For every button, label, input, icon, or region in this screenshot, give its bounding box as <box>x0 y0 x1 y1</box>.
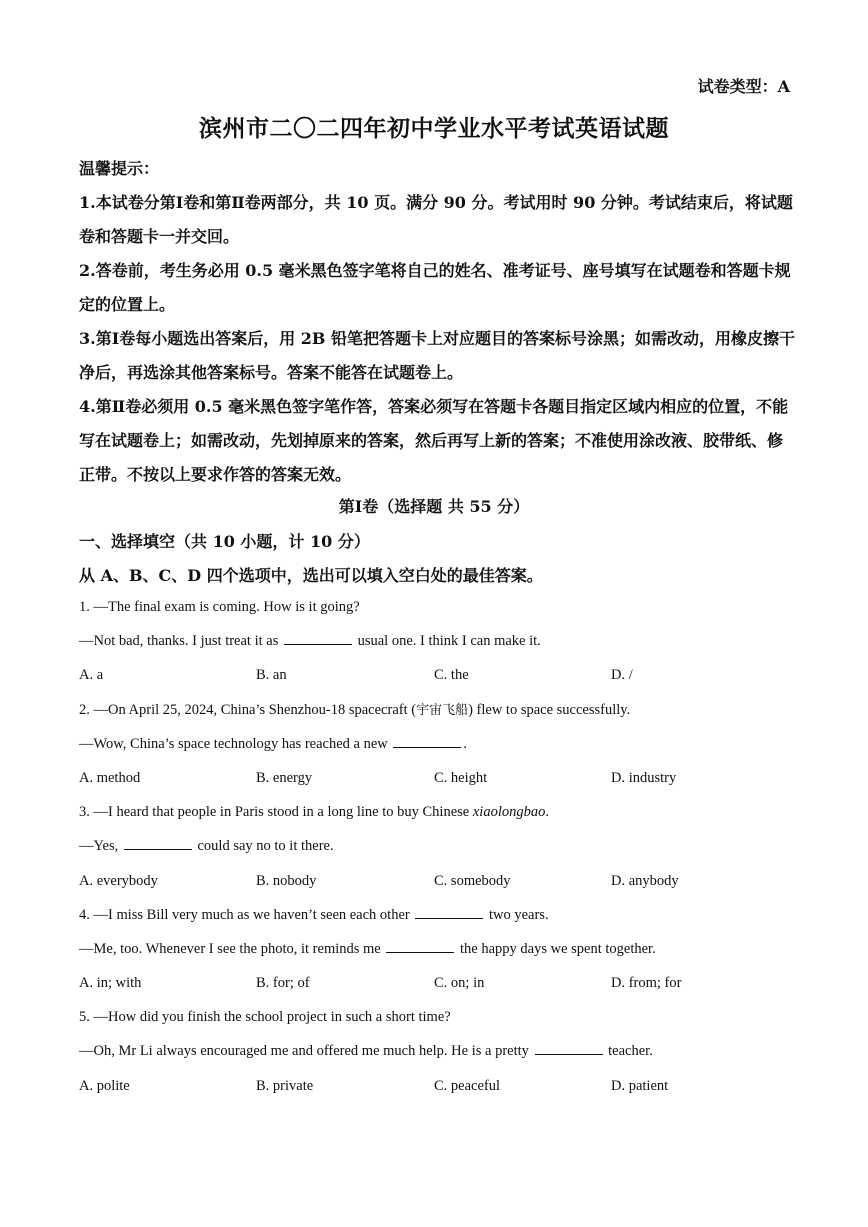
notice-item-2: 2.答卷前，考生务必用 0.5 毫米黑色签字笔将自己的姓名、准考证号、座号填写在试题卷和答题卡规定的位置上。 <box>79 261 791 314</box>
option-c: C. on; in <box>434 975 485 992</box>
answer-blank <box>535 1040 603 1055</box>
answer-blank <box>284 630 352 645</box>
option-d: D. patient <box>611 1077 669 1094</box>
option-b: B. nobody <box>256 872 317 889</box>
notice-label: 温馨提示： <box>79 159 160 178</box>
question-4-options <box>79 972 795 1006</box>
question-1-options <box>79 664 795 698</box>
option-c: C. somebody <box>434 872 511 889</box>
question-2-options <box>79 767 795 801</box>
question-1-prompt: 1. —The final exam is coming. How is it going? <box>79 599 360 615</box>
paper-type-label: 试卷类型：A <box>697 77 790 96</box>
option-a: A. method <box>79 769 141 786</box>
question-5-options <box>79 1075 795 1109</box>
answer-blank <box>393 733 461 748</box>
answer-blank <box>415 904 483 919</box>
exam-title: 滨州市二〇二四年初中学业水平考试英语试题 <box>199 115 669 142</box>
option-c: C. peaceful <box>434 1077 501 1094</box>
option-a: A. everybody <box>79 872 158 889</box>
option-d: D. industry <box>611 769 677 786</box>
question-4-prompt: 4. —I miss Bill very much as we haven’t seen each other two years. <box>79 904 795 938</box>
option-c: C. height <box>434 769 488 786</box>
question-3-prompt: 3. —I heard that people in Paris stood in a long line to buy Chinese xiaolongbao. <box>79 804 549 821</box>
option-a: A. a <box>79 667 104 684</box>
question-4-reply: —Me, too. Whenever I see the photo, it reminds me the happy days we spent together. <box>79 938 795 972</box>
option-a: A. polite <box>79 1077 130 1094</box>
answer-blank <box>386 938 454 953</box>
option-a: A. in; with <box>79 975 142 992</box>
question-1-reply: —Not bad, thanks. I just treat it as usual one. I think I can make it. <box>79 630 795 664</box>
option-b: B. private <box>256 1077 314 1094</box>
option-b: B. for; of <box>256 975 310 992</box>
question-5-reply: —Oh, Mr Li always encouraged me and offered me much help. He is a pretty teacher. <box>79 1040 795 1074</box>
section-heading: 一、选择填空（共 10 小题，计 10 分） <box>79 532 370 551</box>
option-b: B. an <box>256 667 287 684</box>
part-one-title: 第Ⅰ卷（选择题 共 55 分） <box>338 497 530 516</box>
question-2-reply: —Wow, China’s space technology has reached a new . <box>79 733 795 767</box>
question-list <box>79 596 795 1109</box>
option-d: D. anybody <box>611 872 679 889</box>
option-d: D. from; for <box>611 975 682 992</box>
notice-item-3: 3.第Ⅰ卷每小题选出答案后，用 2B 铅笔把答题卡上对应题目的答案标号涂黑；如需改动，用橡皮擦干净后，再选涂其他答案标号。答案不能答在试题卷上。 <box>79 329 795 382</box>
question-2-prompt: 2. —On April 25, 2024, China’s Shenzhou-18 spacecraft (宇宙飞船) flew to space successfully. <box>79 701 631 718</box>
question-3-options <box>79 870 795 904</box>
question-3-reply: —Yes, could say no to it there. <box>79 835 795 869</box>
notice-block <box>79 152 795 492</box>
option-d: D. / <box>611 667 633 684</box>
notice-item-1: 1.本试卷分第Ⅰ卷和第Ⅱ卷两部分，共 10 页。满分 90 分。考试用时 90 分钟。考试结束后，将试题卷和答题卡一并交回。 <box>79 193 793 246</box>
notice-item-4: 4.第Ⅱ卷必须用 0.5 毫米黑色签字笔作答，答案必须写在答题卡各题目指定区域内相应的位置，不能写在试题卷上；如需改动，先划掉原来的答案，然后再写上新的答案；不准使用涂改液、胶带纸、修正带。不按以上要求作答的答案无效。 <box>79 397 789 484</box>
section-instruction: 从 A、B、C、D 四个选项中，选出可以填入空白处的最佳答案。 <box>79 566 543 585</box>
question-5-prompt: 5. —How did you finish the school project in such a short time? <box>79 1009 451 1026</box>
answer-blank <box>124 835 192 850</box>
option-b: B. energy <box>256 769 313 786</box>
option-c: C. the <box>434 667 469 684</box>
